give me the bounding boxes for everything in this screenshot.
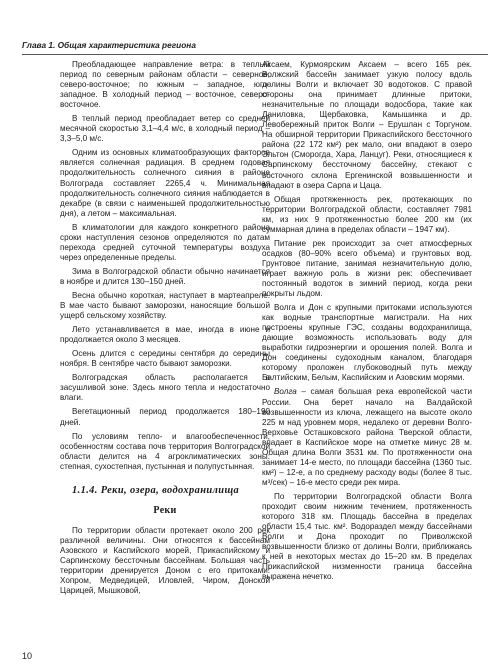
- paragraph-text: – самая большая река европейской части России. Она берет начало на Валдайской возвышенности из ключа, лежащего на высоте около 225 м над уровнем моря, недалеко от деревни Волго-Верховье Осташковского района Тверской области, впадает в Каспийское море на отметке минус 28 м. Общая длина Волги 3531 км. По протяженности она занимает 14-е место, по площади бассейна (1360 тыс. км²) – 12-е, а по среднему расходу воды (более 8 тыс. м³/сек) – 16-е место среди рек мира.: [262, 387, 472, 487]
- paragraph: Общая протяженность рек, протекающих по территории Волгоградской области, составляет 7981 км, из них 9 протяженностью более 200 км (их суммарная длина в пределах области – 1947 км).: [262, 194, 472, 234]
- paragraph: Преобладающее направление ветра: в теплый период по северным районам области – северное, северо-восточное; по южным – западное, юго-западное. В холодный период – восточное, северо-восточное.: [60, 60, 270, 110]
- paragraph: В теплый период преобладает ветер со средней месячной скоростью 3,1–4,4 м/с, в холодный период – 3,3–5,0 м/с.: [60, 114, 270, 144]
- paragraph: Аксаем, Курмоярским Аксаем – всего 165 рек. Волжский бассейн занимает узкую полосу вдоль долины Волги и включает 30 водотоков. С правой стороны она принимает длинные притоки, незначительные по площади водосбора, такие как Даниловка, Щербаковка, Камышинка и др. Левобережный приток Волги – Ерушлан с Торгуном. На обширной территории Прикаспийского бессточного района (22 172 км²) рек мало, они впадают в озеро Эльтон (Сморогда, Хара, Ланцуг). Реки, относящиеся к Сарпинскому бессточному бассейну, стекают с восточного склона Ергенинской возвышенности и впадают в озера Сарпа и Цаца.: [262, 60, 472, 190]
- section-title: 1.1.4. Реки, озера, водохранилища: [72, 484, 240, 496]
- chapter-header: Глава 1. Общая характеристика региона: [22, 40, 488, 55]
- paragraph: По условиям тепло- и влагообеспеченности, особенностям состава почв территория Волгоградской области делится на 4 агроклиматических зоны: степная, сухостепная, пустынная и полупустынная.: [60, 431, 270, 471]
- left-column: [60, 60, 270, 600]
- paragraph: Вегетационный период продолжается 180–190 дней.: [60, 407, 270, 427]
- right-column: [262, 60, 472, 586]
- volga-term: Волга: [274, 387, 297, 397]
- paragraph: В климатологии для каждого конкретного района сроки наступления сезонов определяются по датам перехода средней суточной температуры воздуха через определенные пределы.: [60, 222, 270, 262]
- paragraph: Лето устанавливается в мае, иногда в июне и продолжается около 3 месяцев.: [60, 325, 270, 345]
- paragraph: Волга и Дон с крупными притоками используются как водные транспортные магистрали. На них построены крупные ГЭС, созданы водохранилища, дающие возможность использовать воду для выработки гидроэнергии и орошения полей. Волга и Дон соединены судоходным каналом, благодаря которому проложен глубоководный путь между Балтийским, Белым, Каспийским и Азовским морями.: [262, 303, 472, 383]
- paragraph: По территории области протекает около 200 рек различной величины. Они относятся к бассейнам Азовского и Каспийского морей, Прикаспийскому и Сарпинскому бессточным бассейнам. Большая часть территории дренируется Доном с его притоками: Хопром, Медведицей, Иловлей, Чиром, Донской Царицей, Мышковой,: [60, 525, 270, 596]
- paragraph: Питание рек происходит за счет атмосферных осадков (80–90% всего объема) и грунтовых вод. Грунтовое питание, занимая незначительную долю, играет важную роль в жизни рек: обеспечивает постоянный водоток в зимний период, когда реки покрыты льдом.: [262, 238, 472, 299]
- paragraph: Весна обычно короткая, наступает в мартеапреле. В мае часто бывают заморозки, наносящие большой ущерб сельскому хозяйству.: [60, 290, 270, 321]
- paragraph: По территории Волгоградской области Волга проходит своим нижним течением, протяженность которого 318 км. Площадь бассейна в пределах области 15,4 тыс. км². Водораздел между бассейнами Волги и Дона проходит по Приволжской возвышенности близко от долины Волги, приближаясь к ней в некоторых местах до 15–20 км. В пределах Прикаспийской низменности граница бассейна выражена нечетко.: [262, 491, 472, 582]
- paragraph: Зима в Волгоградской области обычно начинается в ноябре и длится 130–150 дней.: [60, 266, 270, 286]
- subsection-title: Реки: [153, 504, 177, 516]
- paragraph-volga: [262, 387, 472, 487]
- paragraph: Волгоградская область располагается в засушливой зоне. Здесь много тепла и недостаточно влаги.: [60, 373, 270, 403]
- paragraph: Осень длится с середины сентября до середины ноября. В сентябре часто бывают заморозки.: [60, 349, 270, 369]
- page-number: 10: [22, 651, 33, 661]
- paragraph: Одним из основных климатообразующих факторов является солнечная радиация. В среднем годовая продолжительность солнечного сияния в районе Волгограда составляет 2265,4 ч. Минимальная продолжительность солнечного сияния наблюдается в декабре (в связи с наименьшей продолжительностью дня), а летом – максимальная.: [60, 148, 270, 218]
